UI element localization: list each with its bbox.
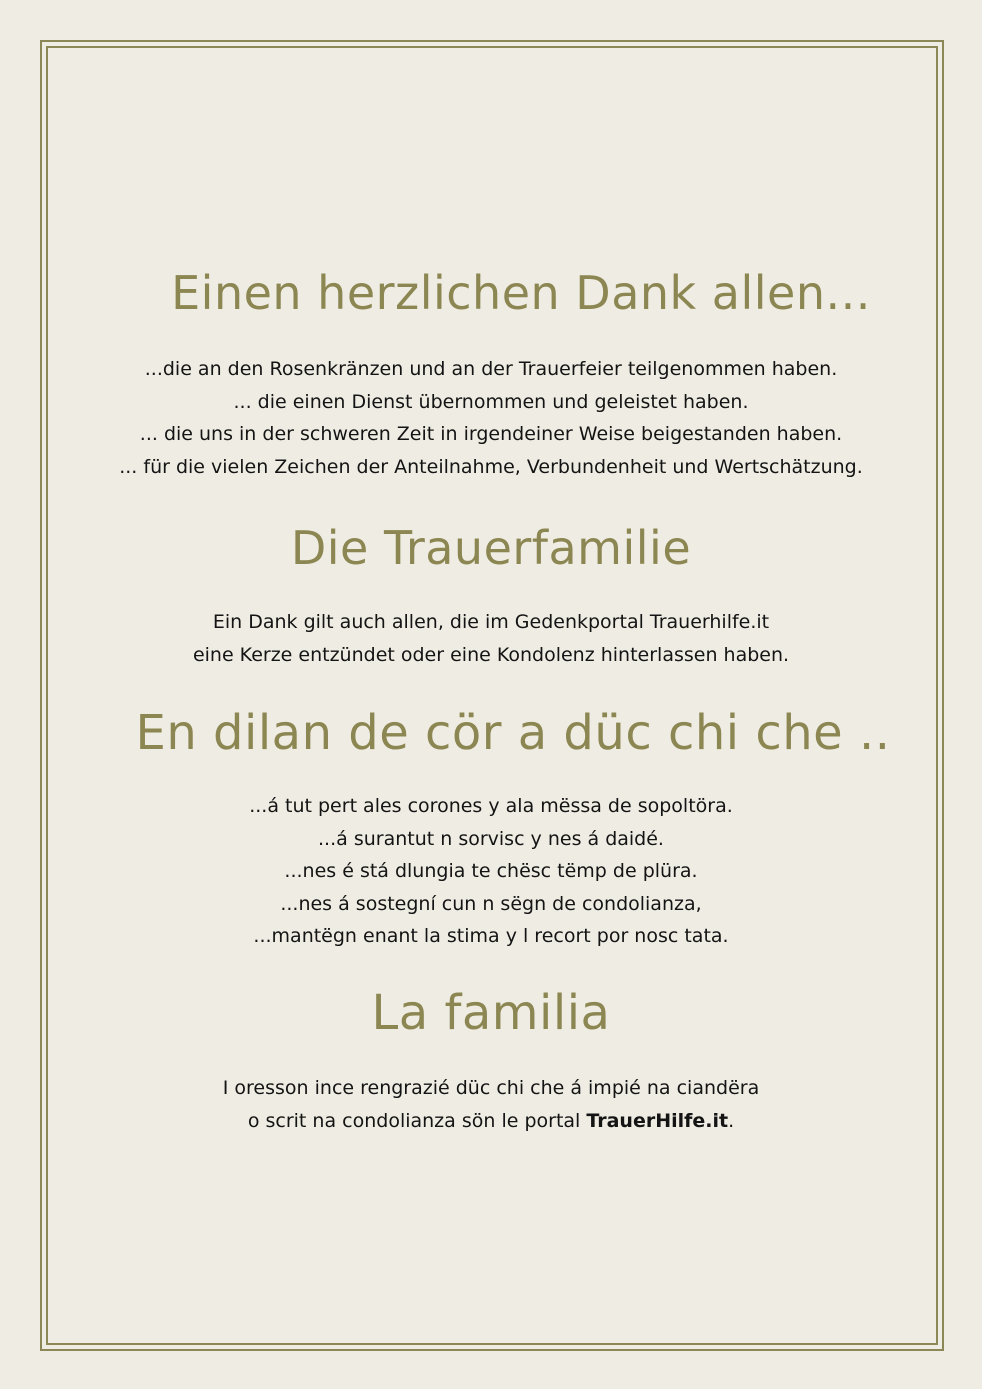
german-portal-line: Ein Dank gilt auch allen, die im Gedenkportal Trauerhilfe.it xyxy=(212,611,770,633)
german-signature: Die Trauerfamilie xyxy=(290,521,692,575)
german-thanks-line: ... die uns in der schweren Zeit in irgendeiner Weise beigestanden haben. xyxy=(139,423,843,445)
ladin-portal-line-suffix: . xyxy=(728,1109,735,1132)
ladin-thanks-line: ...nes á sostegní cun n sëgn de condolianza, xyxy=(280,892,702,915)
ladin-thanks-heading: En dilan de cör a düc chi che .. xyxy=(135,705,891,761)
german-thanks-line: ... für die vielen Zeichen der Anteilnahme, Verbundenheit und Wertschätzung. xyxy=(119,455,863,478)
ladin-portal-line xyxy=(0,1105,982,1138)
page-border-inner xyxy=(46,46,938,1345)
ladin-portal-text xyxy=(0,1072,982,1137)
german-portal-line: eine Kerze entzündet oder eine Kondolenz hinterlassen haben. xyxy=(192,643,790,666)
ladin-thanks-line: ...á tut pert ales corones y ala mëssa de sopoltöra. xyxy=(249,795,733,817)
german-thanks-line: ...die an den Rosenkränzen und an der Trauerfeier teilgenommen haben. xyxy=(144,358,838,380)
ladin-thanks-line: ...nes é stá dlungia te chësc tëmp de plüra. xyxy=(284,860,698,882)
ladin-thanks-line: ...á surantut n sorvisc y nes á daidé. xyxy=(318,827,664,850)
ladin-thanks-text xyxy=(0,790,982,953)
german-thanks-heading: Einen herzlichen Dank allen... xyxy=(171,266,871,320)
portal-brand-name: TrauerHilfe.it xyxy=(586,1109,729,1132)
german-thanks-line: ... die einen Dienst übernommen und geleistet haben. xyxy=(233,390,749,413)
ladin-portal-line-prefix: o scrit na condolianza sön le portal xyxy=(247,1109,587,1132)
german-thanks-text xyxy=(0,353,982,483)
ladin-signature: La familia xyxy=(371,985,611,1041)
german-portal-text xyxy=(0,606,982,671)
ladin-thanks-line: ...mantëgn enant la stima y l recort por nosc tata. xyxy=(253,925,729,947)
ladin-portal-line: I oresson ince rengrazié düc chi che á impié na ciandëra xyxy=(222,1077,760,1099)
